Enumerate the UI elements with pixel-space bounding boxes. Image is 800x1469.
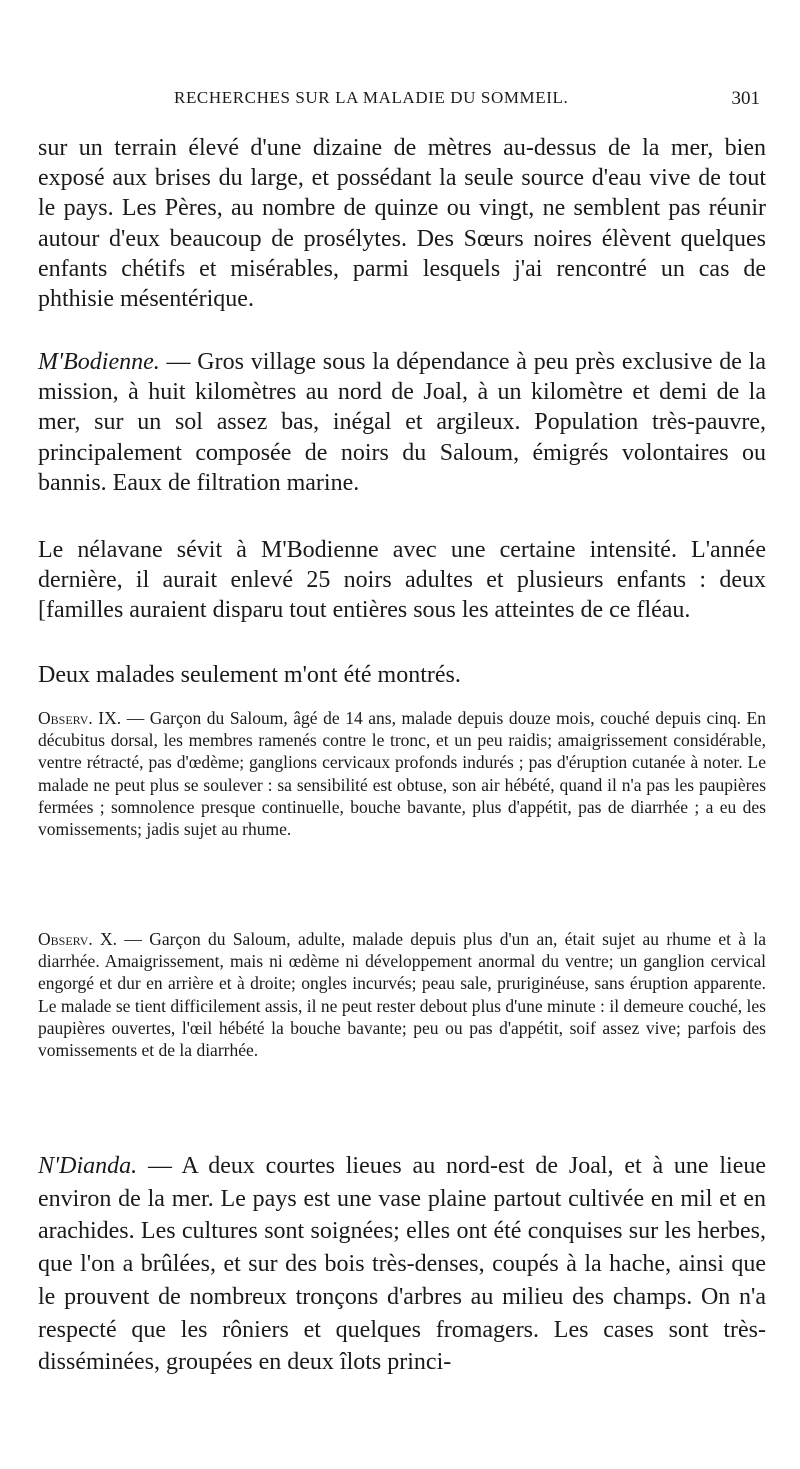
observation-ix [38,707,766,840]
paragraph-mbodienne [38,347,766,498]
paragraph-ndianda [38,1150,766,1379]
observation-x [38,928,766,1061]
paragraph-mission-description [38,133,766,314]
paragraph-two-patients [38,660,766,690]
paragraph-text: — A deux courtes lieues au nord-est de Joal, et à une lieue environ de la mer. Le pays est une vase plaine partout cultivée en mil et en arachides. Les cultures sont soignées; elles ont été conquises sur les herbes, que l'on a brûlées, et sur des bois très-denses, coupés à la hache, ainsi que le prouvent de nombreux tronçons d'arbres au milieu des champs. On n'a respecté que les rôniers et quelques fromagers. Les cases sont très-disséminées, groupées en deux îlots princi- [38,1153,766,1376]
observation-label: Observ. X. [38,929,118,949]
observation-label: Observ. IX. [38,708,122,728]
paragraph-text: Deux malades seulement m'ont été montrés. [38,662,461,688]
observation-text: — Garçon du Saloum, adulte, malade depuis plus d'un an, était sujet au rhume et à la diarrhée. Amaigrissement, mais ni œdème ni développement anormal du ventre; un ganglion cervical engorgé et dur en arrière et à droite; ongles incurvés; peau sale, pruriginéuse, sans éruption apparente. Le malade se tient difficilement assis, il ne peut rester debout plus d'une minute : il demeure couché, les paupières ouvertes, l'œil hébété la bouche bavante; peu ou pas d'appétit, soif assez vive; parfois des vomissements et de la diarrhée. [38,929,766,1061]
paragraph-nelavane [38,535,766,626]
place-name-ndianda: N'Dianda. [38,1153,138,1179]
paragraph-text: Le nélavane sévit à M'Bodienne avec une certaine intensité. L'année dernière, il aurait enlevé 25 noirs adultes et plusieurs enfants : deux [familles auraient disparu tout entières sous les atteintes de ce fléau. [38,537,766,624]
running-head [150,88,760,114]
running-title: RECHERCHES SUR LA MALADIE DU SOMMEIL. [174,88,569,107]
page-number: 301 [731,88,760,109]
place-name-mbodienne: M'Bodienne. [38,349,160,375]
paragraph-text: — Gros village sous la dépendance à peu près exclusive de la mission, à huit kilomètres au nord de Joal, à un kilomètre et demi de la mer, sur un sol assez bas, inégal et argileux. Population très-pauvre, principalement composée de noirs du Saloum, émigrés volontaires ou bannis. Eaux de filtration marine. [38,349,766,496]
observation-text: — Garçon du Saloum, âgé de 14 ans, malade depuis douze mois, couché depuis cinq. En décubitus dorsal, les membres ramenés contre le tronc, et un peu raidis; amaigrissement considérable, ventre rétracté, pas d'œdème; ganglions cervicaux profonds indurés ; pas d'éruption cutanée à noter. Le malade ne peut plus se soulever : sa sensibilité est obtuse, son air hébété, quand il n'a pas les paupières fermées ; somnolence presque continuelle, bouche bavante, plus d'appétit, pas de diarrhée ; a eu des vomissements; jadis sujet au rhume. [38,708,767,840]
paragraph-text: sur un terrain élevé d'une dizaine de mètres au-dessus de la mer, bien exposé aux brises du large, et possédant la seule source d'eau vive de tout le pays. Les Pères, au nombre de quinze ou vingt, ne semblent pas réunir autour d'eux beaucoup de prosélytes. Des Sœurs noires élèvent quelques enfants chétifs et misérables, parmi lesquels j'ai rencontré un cas de phthisie mésentérique. [38,135,766,313]
